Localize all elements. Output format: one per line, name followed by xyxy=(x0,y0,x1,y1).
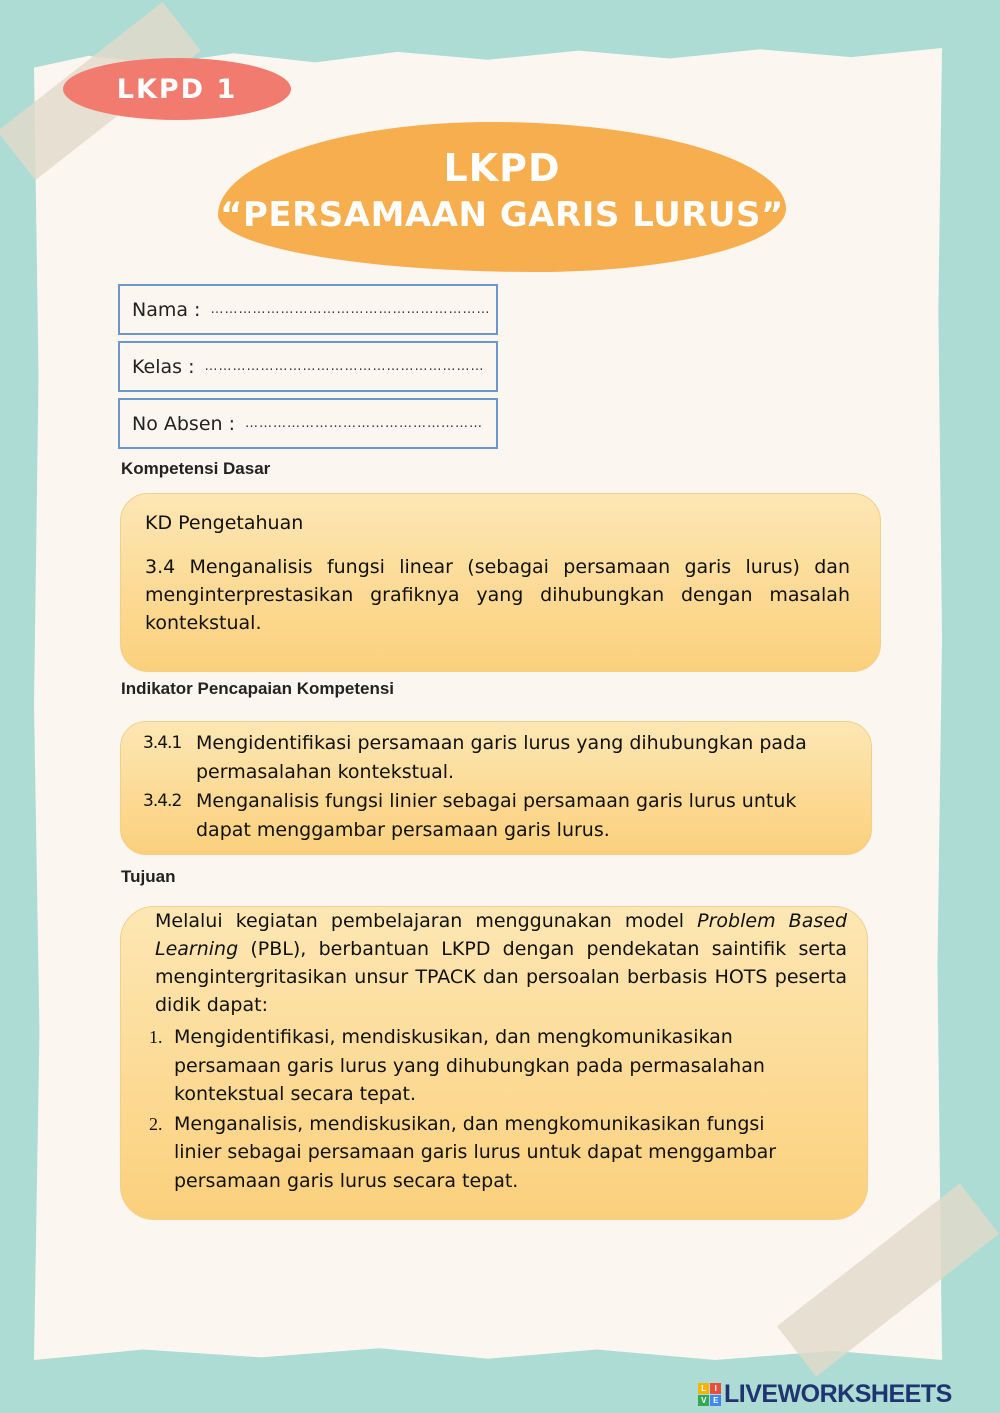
title-line-1: LKPD xyxy=(443,146,561,190)
indikator-number: 3.4.2 xyxy=(143,791,182,811)
indikator-item xyxy=(143,787,851,845)
tujuan-number: 1. xyxy=(149,1027,163,1047)
tujuan-item xyxy=(149,1023,847,1109)
title-line-2: “PERSAMAAN GARIS LURUS” xyxy=(220,195,784,235)
kelas-dots: …………………………………………………… xyxy=(204,359,485,374)
indikator-item xyxy=(143,729,851,787)
no-absen-label: No Absen : xyxy=(132,412,236,435)
tujuan-heading: Tujuan xyxy=(121,867,176,886)
logo-letter-l: L xyxy=(698,1383,709,1394)
kd-box xyxy=(120,493,881,672)
liveworksheets-brand: LIVEWORKSHEETS xyxy=(724,1379,952,1408)
no-absen-field[interactable] xyxy=(118,398,498,449)
tujuan-list xyxy=(149,1023,847,1195)
kelas-label: Kelas : xyxy=(132,355,195,378)
liveworksheets-icon xyxy=(698,1383,721,1406)
nama-label: Nama : xyxy=(132,298,201,321)
indikator-number: 3.4.1 xyxy=(143,733,182,753)
liveworksheets-logo[interactable] xyxy=(698,1378,952,1410)
nama-field[interactable] xyxy=(118,284,498,335)
tujuan-item xyxy=(149,1110,847,1196)
kompetensi-dasar-heading: Kompetensi Dasar xyxy=(121,459,271,478)
no-absen-dots: …………………………………………… xyxy=(245,416,484,431)
tujuan-intro-end: (PBL), berbantuan LKPD dengan pendekatan saintifik serta mengintergritasikan unsur TPACK dan persoalan berbasis HOTS peserta didik dapat: xyxy=(155,938,847,1016)
tujuan-text: Menganalisis, mendiskusikan, dan mengkomunikasikan fungsi linier sebagai persamaan garis lurus untuk dapat menggambar persamaan garis lurus secara tepat. xyxy=(174,1112,777,1192)
logo-letter-v: V xyxy=(698,1395,709,1406)
indikator-text: Menganalisis fungsi linier sebagai persamaan garis lurus untuk dapat menggambar persamaan garis lurus. xyxy=(196,790,797,841)
indikator-text: Mengidentifikasi persamaan garis lurus yang dihubungkan pada permasalahan kontekstual. xyxy=(196,732,807,783)
tujuan-intro-start: Melalui kegiatan pembelajaran menggunakan model xyxy=(155,910,698,932)
kd-title: KD Pengetahuan xyxy=(145,512,304,534)
tujuan-intro xyxy=(155,907,847,1019)
tujuan-intro-model: Problem Based Learning xyxy=(155,910,848,960)
logo-letter-i: I xyxy=(710,1383,721,1394)
tujuan-text: Mengidentifikasi, mendiskusikan, dan mengkomunikasikan persamaan garis lurus yang dihubungkan pada permasalahan kontekstual secara tepat. xyxy=(174,1026,765,1105)
indikator-box xyxy=(120,721,872,855)
indikator-heading: Indikator Pencapaian Kompetensi xyxy=(121,679,395,698)
nama-dots: …………………………………………………… xyxy=(210,302,491,317)
tujuan-number: 2. xyxy=(149,1113,163,1134)
kd-text: 3.4 Menganalisis fungsi linear (sebagai persamaan garis lurus) dan menginterprestasikan grafiknya yang dihubungkan dengan masalah kontekstual. xyxy=(145,556,850,634)
lkpd-tag: LKPD 1 xyxy=(63,58,291,120)
kelas-field[interactable] xyxy=(118,341,498,392)
logo-letter-e: E xyxy=(710,1395,721,1406)
tujuan-box xyxy=(120,906,868,1220)
